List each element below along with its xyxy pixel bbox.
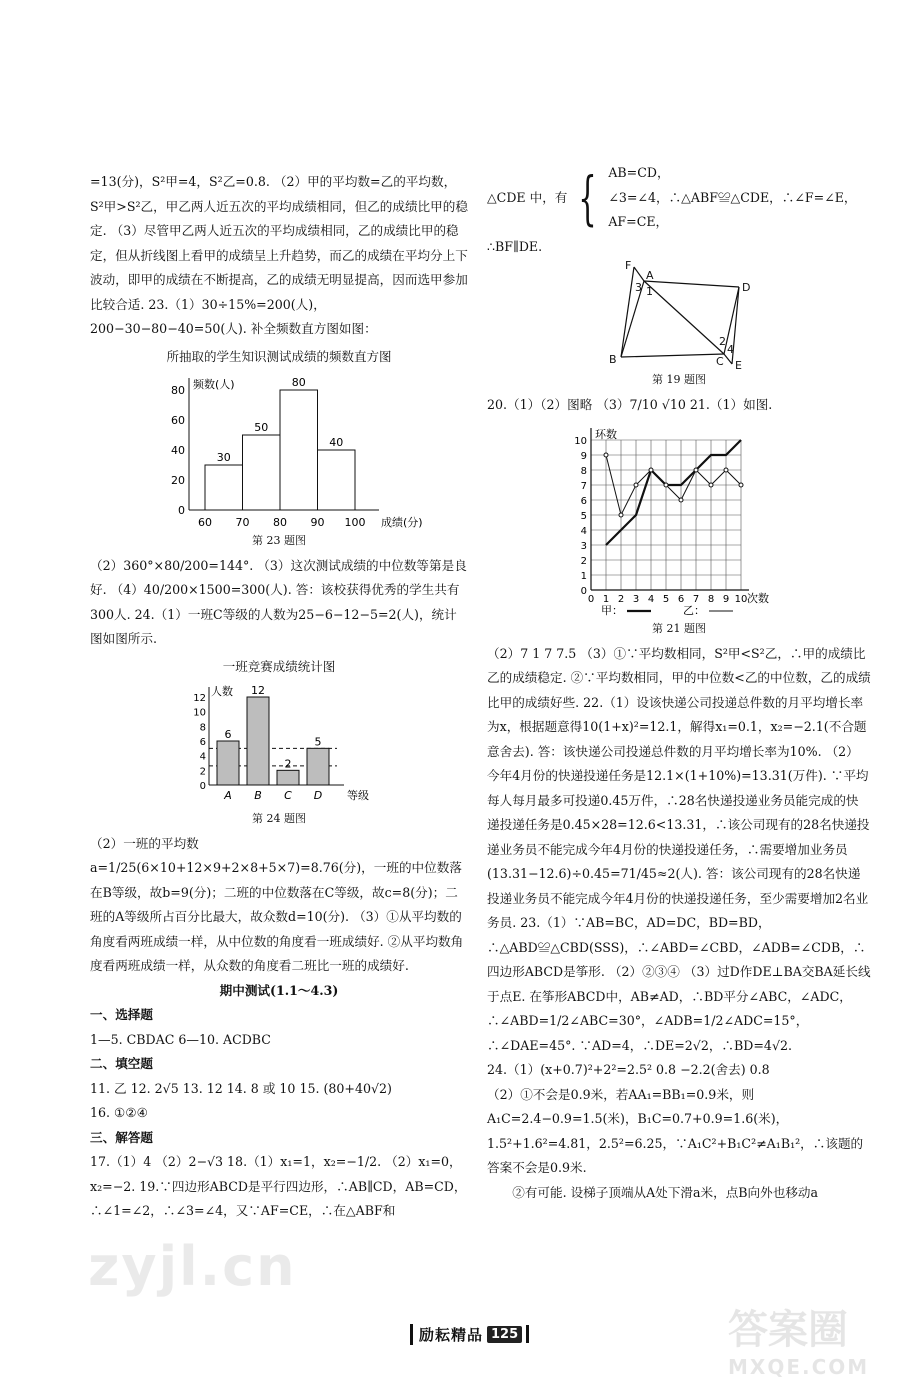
brace-symbol: { xyxy=(578,163,598,232)
x-tick-label: 2 xyxy=(617,593,625,605)
bar-value-label: 30 xyxy=(216,450,231,464)
bar-value-label: 6 xyxy=(224,727,232,741)
x-tick-label: 70 xyxy=(235,515,250,529)
x-tick-label: 8 xyxy=(707,593,715,605)
brace-system xyxy=(487,161,871,235)
bar-value-label: 2 xyxy=(284,756,292,770)
x-tick-label: 6 xyxy=(677,593,685,605)
svg-text:3: 3 xyxy=(635,281,642,294)
histogram-bar xyxy=(205,465,243,510)
section-fill: 二、填空题 xyxy=(90,1056,153,1071)
x-tick-label: 90 xyxy=(310,515,325,529)
series-yi-point xyxy=(739,483,743,487)
watermark-small: MXQE.COM xyxy=(728,1355,870,1379)
svg-text:A: A xyxy=(646,269,654,282)
chart23-title: 所抽取的学生知识测试成绩的频数直方图 xyxy=(166,348,392,364)
svg-text:2: 2 xyxy=(719,335,726,348)
bar-value-label: 50 xyxy=(254,420,269,434)
series-yi-point xyxy=(604,453,608,457)
x-tick-label: 60 xyxy=(198,515,212,529)
brace-line-3: AF=CE， xyxy=(608,214,669,229)
x-tick-label: B xyxy=(254,788,262,802)
y-tick-label: 5 xyxy=(580,510,587,522)
series-yi-point xyxy=(664,483,668,487)
bar xyxy=(217,741,239,785)
section-choice: 一、选择题 xyxy=(90,1007,153,1022)
y-tick-label: 4 xyxy=(580,525,587,537)
bar xyxy=(277,770,299,785)
y-tick-label: 10 xyxy=(193,707,206,719)
series-yi-point xyxy=(634,483,638,487)
y-axis-label: 环数 xyxy=(595,427,617,441)
y-tick-label: 60 xyxy=(171,413,185,427)
y-tick-label: 0 xyxy=(199,780,206,792)
x-tick-label: 0 xyxy=(587,593,595,605)
footer-brand: 励耘精品 xyxy=(410,1324,483,1345)
bar-value-label: 12 xyxy=(251,683,265,697)
paragraph-21-23: （2）7 1 7 7.5 （3）①∵平均数相同，S²甲<S²乙，∴甲的成绩比乙的成绩稳定. ②∵平均数相同，甲的中位数<乙的中位数，乙的成绩比甲的成绩好些. 22.（1）设该快递公司投递总件数的月平均增长率为x，根据题意得10(1+x)²=12.1，解得x₁=0.1，x₂=−2.1(不合题意舍去). 答：该快递公司投递总件数的月平均增长率为10%. （2）今年4月份的快递投递任务是12.1×(1+10%)=13.31(万件). ∵平均每人每月最多可投递0.45万件，∴28名快递投递业务员能完成的快递投递任务是0.45×28=12.6<13.31，∴该公司现有的28名快递投递业务员不能完成今年4月份的快递投递任务，∴需要增加业务员(13.31−12.6)÷0.45=71/45≈2(人). 答：该公司现有的28名快递投递业务员不能完成今年4月份的快递投递任务，至少需要增加2名业务员. 23.（1）∵AB=BC，AD=DC，BD=BD，∴△ABD≌△CBD(SSS)，∴∠ABD=∠CBD，∠ADB=∠CDB，∴四边形ABCD是筝形. （2）②③④ （3）过D作DE⊥BA交BA延长线于点E. 在筝形ABCD中，AB≠AD，∴BD平分∠ABC，∠ADC，∴∠ABD=1/2∠ABC=30°，∠ADB=1/2∠ADC=15°，∴∠DAE=45°. ∵AD=4，∴DE=2√2，∴BD=4√2. xyxy=(487,645,871,1053)
figure19-caption: 第 19 题图 xyxy=(652,373,706,386)
y-tick-label: 1 xyxy=(580,570,587,582)
fill-answers-2: 16. ①②④ xyxy=(90,1105,148,1120)
svg-text:E: E xyxy=(735,359,742,369)
x-tick-label: 4 xyxy=(647,593,655,605)
series-yi-point xyxy=(619,513,623,517)
series-yi-point xyxy=(679,498,683,502)
x-tick-label: 3 xyxy=(632,593,640,605)
x-tick-label: D xyxy=(313,788,323,802)
svg-text:D: D xyxy=(742,281,751,294)
paragraph-17-19: 17.（1）4 （2）2−√3 18.（1）x₁=1，x₂=−1/2. （2）x₁=0，x₂=−2. 19.∵四边形ABCD是平行四边形，∴AB∥CD，AB=CD，∴∠1=∠2，∴∠3=∠4，又∵AF=CE，∴在△ABF和 xyxy=(90,1154,467,1218)
histogram-bar xyxy=(318,450,356,510)
x-tick-label: 80 xyxy=(273,515,287,529)
watermark-mxqe xyxy=(728,1298,869,1379)
histogram-bar xyxy=(280,390,318,510)
brace-prefix: △CDE 中，有 xyxy=(487,189,568,205)
fill-answers-1: 11. 乙 12. 2√5 13. 12 14. 8 或 10 15. (80+40√2) xyxy=(90,1080,392,1096)
y-tick-label: 10 xyxy=(574,435,587,447)
page-number: 125 xyxy=(487,1326,522,1343)
legend-jia: 甲： xyxy=(601,603,623,617)
y-tick-label: 2 xyxy=(199,765,206,777)
x-tick-label: 100 xyxy=(344,515,366,529)
x-tick-label: 7 xyxy=(692,593,700,605)
svg-text:B: B xyxy=(609,353,617,366)
brace-line-2: ∠3=∠4，∴△ABF≌△CDE，∴∠F=∠E， xyxy=(608,189,857,205)
bar xyxy=(247,697,269,785)
bar-value-label: 5 xyxy=(314,734,322,748)
chart24-title: 一班竞赛成绩统计图 xyxy=(222,658,336,674)
watermark-big: 答案圈 xyxy=(728,1307,848,1353)
brace-line-1: AB=CD， xyxy=(608,165,670,180)
section-solve: 三、解答题 xyxy=(90,1129,153,1145)
svg-text:F: F xyxy=(625,259,632,272)
x-tick-label: 9 xyxy=(722,593,730,605)
y-tick-label: 3 xyxy=(580,540,587,552)
bar-value-label: 40 xyxy=(329,435,344,449)
y-tick-label: 40 xyxy=(171,443,185,457)
figure-19 xyxy=(487,259,871,369)
paragraph-22-23: =13(分)，S²甲=4，S²乙=0.8. （2）甲的平均数=乙的平均数，S²甲>S²乙，甲乙两人近五次的平均成绩相同，但乙的成绩比甲的稳定. （3）尽管甲乙两人近五次的平均成绩相同，乙的成绩比甲的稳定，但从折线图上看甲的成绩呈上升趋势，而乙的成绩在平均分上下波动，即甲的成绩在不断提高，乙的成绩无明显提高，因而选甲参加比较合适. 23.（1）30÷15%=200(人)，200−30−80−40=50(人). 补全频数直方图如图： xyxy=(90,174,468,336)
paragraph-24-1: 24.（1）(x+0.7)²+2²=2.5² 0.8 −2.2(舍去) 0.8 xyxy=(487,1062,770,1077)
svg-text:C: C xyxy=(716,355,724,368)
series-yi-point xyxy=(649,468,653,472)
right-column xyxy=(487,161,871,1205)
left-column xyxy=(90,170,468,1224)
chart24-caption: 第 24 题图 xyxy=(252,811,306,825)
chart21 xyxy=(487,418,871,618)
bar-chart24 xyxy=(179,680,379,808)
chart23-caption: 第 23 题图 xyxy=(252,533,306,547)
chart21-caption: 第 21 题图 xyxy=(652,621,706,635)
chart24 xyxy=(90,680,468,808)
line-chart21 xyxy=(569,418,789,618)
paragraph-24-2: （2）①不会是0.9米，若AA₁=BB₁=0.9米，则A₁C=2.4−0.9=1.5(米)，B₁C=0.7+0.9=1.6(米)，1.5²+1.6²=4.81，2.5²=6.25，∵A₁C²+B₁C²≠A₁B₁²，∴该题的答案不会是0.9米. xyxy=(487,1086,864,1175)
y-tick-label: 80 xyxy=(171,383,185,397)
y-axis-label: 人数 xyxy=(211,684,233,698)
bar xyxy=(307,748,329,785)
y-tick-label: 20 xyxy=(171,473,185,487)
y-tick-label: 7 xyxy=(580,480,587,492)
x-tick-label: 5 xyxy=(662,593,670,605)
x-axis-label: 等级 xyxy=(347,788,369,802)
x-tick-label: 10 xyxy=(734,593,748,605)
y-axis-label: 频数(人) xyxy=(193,377,235,391)
y-tick-label: 0 xyxy=(178,503,185,517)
y-tick-label: 2 xyxy=(580,555,587,567)
x-tick-label: A xyxy=(224,788,232,802)
svg-text:4: 4 xyxy=(727,343,734,356)
x-tick-label: 1 xyxy=(602,593,610,605)
y-tick-label: 6 xyxy=(199,736,206,748)
geometry-figure-19 xyxy=(599,259,759,369)
series-yi-point xyxy=(724,468,728,472)
choice-answers: 1—5. CBDAC 6—10. ACDBC xyxy=(90,1031,271,1047)
y-tick-label: 6 xyxy=(580,495,587,507)
y-tick-label: 12 xyxy=(193,692,206,704)
series-yi-point xyxy=(694,468,698,472)
paragraph-24-2: （2）一班的平均数 a=1/25(6×10+12×9+2×8+5×7)=8.76(分)，一班的中位数落在B等级，故b=9(分)；二班的中位数落在C等级，故c=8(分)；二班的A等级所占百分比最大，故众数d=10(分). （3）①从平均数的角度看两班成绩一样，从中位数的角度看一班成绩好. ②从平均数角度看两班成绩一样，从众数的角度看二班比一班的成绩好. xyxy=(90,835,464,973)
svg-text:1: 1 xyxy=(646,285,653,298)
x-axis-label: 成绩(分) xyxy=(381,515,423,529)
section-title: 期中测试(1.1～4.3) xyxy=(219,982,339,998)
y-tick-label: 9 xyxy=(580,450,587,462)
page-footer xyxy=(410,1323,529,1345)
paragraph-23-24: （2）360°×80/200=144°. （3）这次测试成绩的中位数等第是良好. （4）40/200×1500=300(人). 答：该校获得优秀的学生共有300人. 24.（1）一班C等级的人数为25−6−12−5=2(人)，统计图如图所示. xyxy=(90,557,467,646)
footer-bar xyxy=(526,1325,529,1343)
legend-yi: 乙： xyxy=(683,603,705,617)
x-tick-label: C xyxy=(284,788,292,802)
chart23 xyxy=(90,370,468,530)
y-tick-label: 4 xyxy=(199,751,206,763)
conclusion-19: ∴BF∥DE. xyxy=(487,238,543,254)
paragraph-24-3: ②有可能. 设梯子顶端从A处下滑a米，点B向外也移动a xyxy=(512,1184,819,1200)
bar-value-label: 80 xyxy=(291,375,306,389)
y-tick-label: 0 xyxy=(580,585,587,597)
histogram-chart23 xyxy=(129,370,429,530)
y-tick-label: 8 xyxy=(199,721,206,733)
series-yi-point xyxy=(709,483,713,487)
histogram-bar xyxy=(243,435,281,510)
x-axis-label: 次数 xyxy=(747,591,769,605)
paragraph-20-21: 20.（1）（2）图略 （3）7/10 √10 21.（1）如图. xyxy=(487,397,773,412)
watermark-zyjl: zyjl.cn xyxy=(88,1235,297,1298)
y-tick-label: 8 xyxy=(580,465,587,477)
